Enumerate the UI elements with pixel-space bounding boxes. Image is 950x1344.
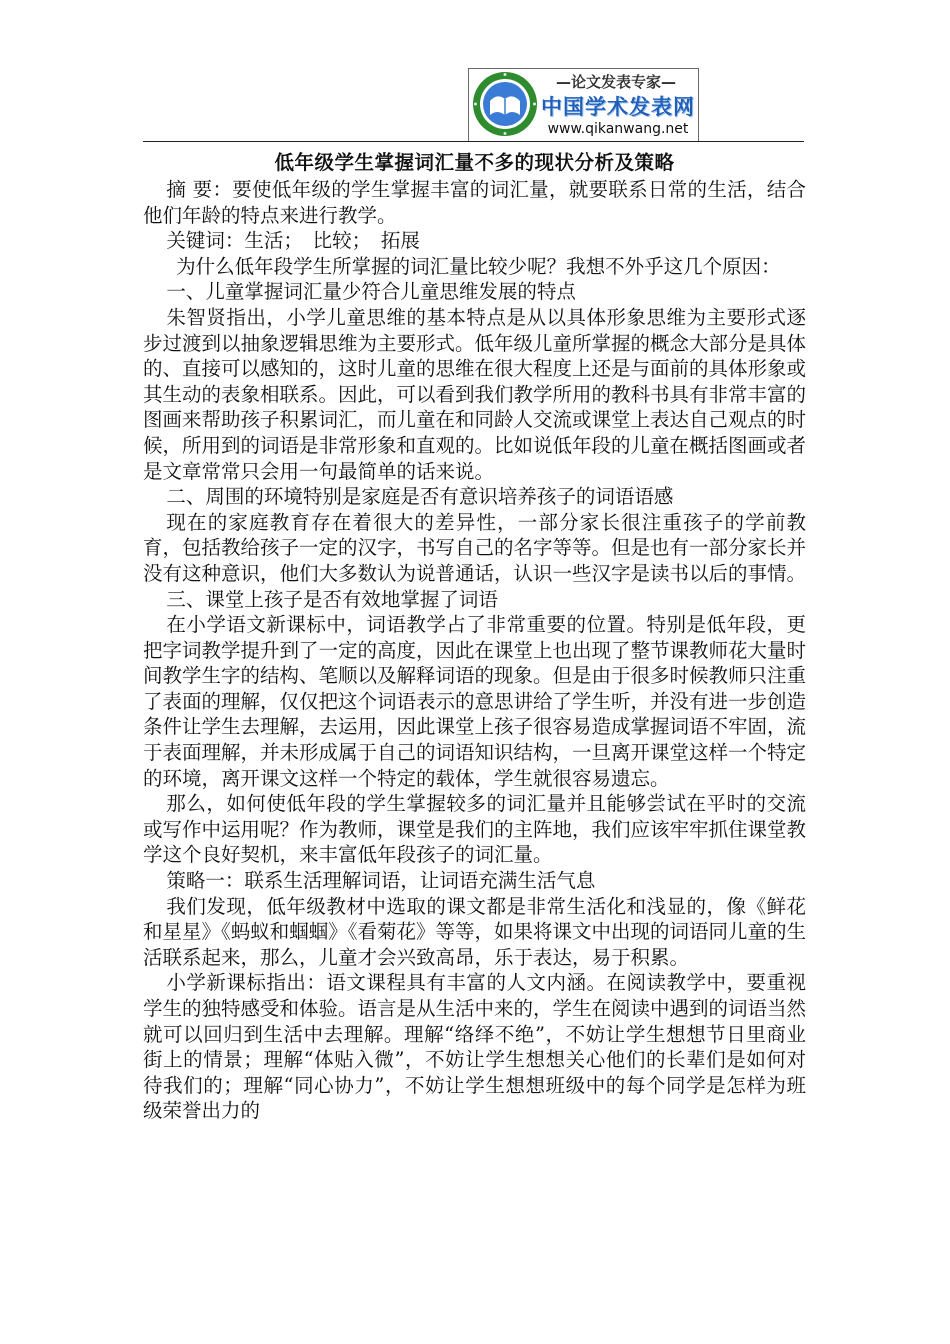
logo-url: www.qikanwang.net [547, 121, 689, 137]
article-text [143, 177, 806, 1124]
article-title: 低年级学生掌握词汇量不多的现状分析及策略 [274, 151, 675, 174]
logo-site-name: 中国学术发表网 [541, 95, 695, 119]
body-paragraph: 小学新课标指出：语文课程具有丰富的人文内涵。在阅读教学中，要重视学生的独特感受和体验。语言是从生活中来的，学生在阅读中遇到的词语当然就可以回归到生活中去理解。理解“络绎不绝”，不妨让学生想想节日里商业街上的情景；理解“体贴入微”，不妨让学生想想关心他们的长辈们是如何对待我们的；理解“同心协力”，不妨让学生想想班级中的每个同学是怎样为班级荣誉出力的 [143, 971, 807, 1123]
body-paragraph: 现在的家庭教育存在着很大的差异性，一部分家长很注重孩子的学前教育，包括教给孩子一定的汉字，书写自己的名字等等。但是也有一部分家长并没有这种意识，他们大多数认为说普通话，认识一些汉字是读书以后的事情。 [143, 510, 807, 585]
strategy-heading: 策略一：联系生活理解词语，让词语充满生活气息 [166, 869, 596, 893]
body-paragraph: 为什么低年段学生所掌握的词汇量比较少呢？我想不外乎这几个原因： [176, 254, 781, 278]
body-paragraph: 那么，如何使低年段的学生掌握较多的词汇量并且能够尝试在平时的交流或写作中运用呢？作为教师，课堂是我们的主阵地，我们应该牢牢抓住课堂教学这个良好契机，来丰富低年段孩子的词汇量。 [143, 792, 807, 867]
section-heading: 一、儿童掌握词汇量少符合儿童思维发展的特点 [166, 280, 576, 304]
body-paragraph: 朱智贤指出，小学儿童思维的基本特点是从以具体形象思维为主要形式逐步过渡到以抽象逻辑思维为主要形式。低年级儿童所掌握的概念大部分是具体的、直接可以感知的，这时儿童的思维在很大程度上还是与面前的具体形象或其生动的表象相联系。因此，可以看到我们教学所用的教科书具有非常丰富的图画来帮助孩子积累词汇，而儿童在和同龄人交流或课堂上表达自己观点的时候，所用到的词语是非常形象和直观的。比如说低年段的儿童在概括图画或者是文章常常只会用一句最简单的话来说。 [143, 305, 807, 483]
body-paragraph: 在小学语文新课标中，词语教学占了非常重要的位置。特别是低年段，更把字词教学提升到了一定的高度，因此在课堂上也出现了整节课教师花大量时间教学生字的结构、笔顺以及解释词语的现象。但是由于很多时候教师只注重了表面的理解，仅仅把这个词语表示的意思讲给了学生听，并没有进一步创造条件让学生去理解，去运用，因此课堂上孩子很容易造成掌握词语不牢固，流于表面理解，并未形成属于自己的词语知识结构，一旦离开课堂这样一个特定的环境，离开课文这样一个特定的载体，学生就很容易遗忘。 [143, 613, 807, 790]
section-heading: 三、课堂上孩子是否有效地掌握了词语 [166, 587, 498, 611]
publisher-logo [468, 68, 699, 142]
section-heading: 二、周围的环境特别是家庭是否有意识培养孩子的词语语感 [166, 485, 674, 509]
header-divider [143, 141, 804, 142]
keywords-paragraph: 关键词：生活； 比较； 拓展 [166, 229, 420, 253]
globe-seal-icon [472, 71, 538, 137]
body-paragraph: 我们发现，低年级教材中选取的课文都是非常生活化和浅显的，像《鲜花和星星》《蚂蚁和蝈蝈》《看菊花》等等，如果将课文中出现的词语同儿童的生活联系起来，那么，儿童才会兴致高昂，乐于表达，易于积累。 [143, 894, 807, 969]
logo-tagline: —论文发表专家— [555, 73, 676, 91]
abstract-paragraph: 摘 要：要使低年级的学生掌握丰富的词汇量，就要联系日常的生活，结合他们年龄的特点来进行教学。 [143, 178, 806, 227]
article-body [143, 149, 806, 1124]
